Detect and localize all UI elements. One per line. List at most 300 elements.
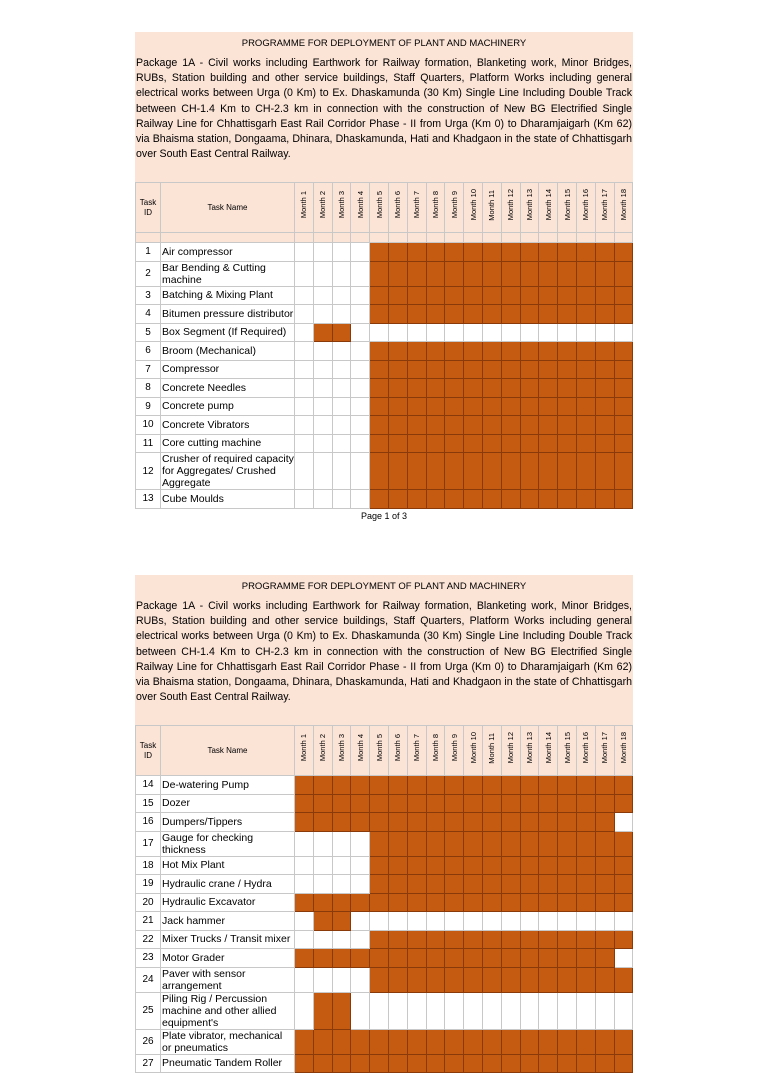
task-id-cell: 8 xyxy=(136,379,161,398)
task-id-cell: 4 xyxy=(136,305,161,324)
empty-month-cell xyxy=(464,323,483,342)
empty-month-cell xyxy=(313,434,332,453)
deployment-bar-cell xyxy=(539,776,558,795)
empty-month-cell xyxy=(558,992,577,1029)
task-id-cell: 1 xyxy=(136,243,161,262)
deployment-bar-cell xyxy=(614,434,633,453)
deployment-bar-cell xyxy=(407,794,426,813)
deployment-bar-cell xyxy=(614,893,633,912)
empty-month-cell xyxy=(351,856,370,875)
table-row xyxy=(136,856,633,875)
deployment-bar-cell xyxy=(464,379,483,398)
deployment-bar-cell xyxy=(614,360,633,379)
deployment-bar-cell xyxy=(332,893,351,912)
deployment-bar-cell xyxy=(313,893,332,912)
column-header-month: Month 13 xyxy=(520,183,539,233)
column-header-month: Month 6 xyxy=(388,183,407,233)
deployment-bar-cell xyxy=(388,434,407,453)
empty-month-cell xyxy=(576,323,595,342)
deployment-bar-cell xyxy=(464,1054,483,1073)
empty-month-cell xyxy=(539,323,558,342)
deployment-bar-cell xyxy=(388,416,407,435)
deployment-bar-cell xyxy=(426,286,445,305)
column-header-month: Month 7 xyxy=(407,183,426,233)
column-header-month: Month 10 xyxy=(464,726,483,776)
table-row xyxy=(136,490,633,509)
empty-month-cell xyxy=(595,912,614,931)
deployment-bar-cell xyxy=(370,305,389,324)
deployment-bar-cell xyxy=(501,434,520,453)
empty-month-cell xyxy=(295,856,314,875)
table-row xyxy=(136,992,633,1029)
empty-month-cell xyxy=(351,930,370,949)
deployment-bar-cell xyxy=(558,875,577,894)
column-header-month: Month 11 xyxy=(482,183,501,233)
deployment-bar-cell xyxy=(426,342,445,361)
column-header-month: Month 17 xyxy=(595,183,614,233)
deployment-bar-cell xyxy=(558,397,577,416)
empty-month-cell xyxy=(332,967,351,992)
empty-month-cell xyxy=(407,912,426,931)
empty-month-cell xyxy=(501,912,520,931)
deployment-bar-cell xyxy=(313,1054,332,1073)
deployment-bar-cell xyxy=(558,930,577,949)
package-description: Package 1A - Civil works including Earthwork for Railway formation, Blanketing work, Minor Bridges, RUBs, Station building and other service buildings, Staff Quarters, Platform Works including general electrical works between Urga (0 Km) to Ex. Dhaskamunda (30 Km) Single Line Including Double Track between CH-1.4 Km to CH-2.3 km in connection with the construction of New BG Electrified Single Railway Line for Chhattisgarh East Rail Corridor Phase - II from Urga (Km 0) to Dharamjaigarh (Km 62) via Bhaisma station, Dongaama, Dhinara, Dhaskamunda, Hati and Khadgaon in the state of Chhattisgarh over South East Central Railway. xyxy=(136,600,632,704)
deployment-bar-cell xyxy=(332,949,351,968)
deployment-bar-cell xyxy=(558,360,577,379)
column-header-task-name: Task Name xyxy=(161,183,295,233)
deployment-bar-cell xyxy=(445,967,464,992)
deployment-bar-cell xyxy=(539,453,558,490)
empty-month-cell xyxy=(295,434,314,453)
task-name-cell: Bitumen pressure distributor xyxy=(161,305,295,324)
deployment-bar-cell xyxy=(614,776,633,795)
empty-month-cell xyxy=(576,912,595,931)
empty-month-cell xyxy=(332,930,351,949)
deployment-bar-cell xyxy=(313,794,332,813)
deployment-bar-cell xyxy=(482,453,501,490)
empty-month-cell xyxy=(351,323,370,342)
task-id-cell: 18 xyxy=(136,856,161,875)
column-header-month: Month 4 xyxy=(351,183,370,233)
column-header-month: Month 15 xyxy=(558,726,577,776)
table-row xyxy=(136,831,633,856)
empty-month-cell xyxy=(332,856,351,875)
deployment-bar-cell xyxy=(407,360,426,379)
empty-month-cell xyxy=(351,490,370,509)
deployment-bar-cell xyxy=(614,930,633,949)
task-id-cell: 5 xyxy=(136,323,161,342)
deployment-bar-cell xyxy=(370,360,389,379)
empty-month-cell xyxy=(370,323,389,342)
deployment-bar-cell xyxy=(332,1029,351,1054)
deployment-bar-cell xyxy=(595,379,614,398)
deployment-bar-cell xyxy=(501,949,520,968)
deployment-bar-cell xyxy=(426,261,445,286)
deployment-bar-cell xyxy=(370,261,389,286)
empty-month-cell xyxy=(445,912,464,931)
empty-month-cell xyxy=(313,397,332,416)
deployment-bar-cell xyxy=(558,949,577,968)
empty-month-cell xyxy=(295,875,314,894)
deployment-bar-cell xyxy=(464,875,483,894)
deployment-bar-cell xyxy=(482,1054,501,1073)
empty-month-cell xyxy=(313,379,332,398)
table-row xyxy=(136,434,633,453)
deployment-table xyxy=(135,182,633,509)
task-name-cell: Plate vibrator, mechanical or pneumatics xyxy=(161,1029,295,1054)
deployment-bar-cell xyxy=(614,286,633,305)
deployment-bar-cell xyxy=(482,490,501,509)
deployment-bar-cell xyxy=(388,360,407,379)
empty-month-cell xyxy=(614,813,633,832)
deployment-bar-cell xyxy=(595,243,614,262)
deployment-bar-cell xyxy=(501,813,520,832)
empty-month-cell xyxy=(295,831,314,856)
deployment-bar-cell xyxy=(445,434,464,453)
task-id-cell: 27 xyxy=(136,1054,161,1073)
empty-month-cell xyxy=(332,397,351,416)
deployment-bar-cell xyxy=(388,875,407,894)
column-header-month: Month 3 xyxy=(332,726,351,776)
empty-month-cell xyxy=(313,875,332,894)
deployment-bar-cell xyxy=(539,930,558,949)
deployment-bar-cell xyxy=(482,305,501,324)
task-id-cell: 3 xyxy=(136,286,161,305)
deployment-bar-cell xyxy=(501,397,520,416)
deployment-bar-cell xyxy=(539,434,558,453)
deployment-bar-cell xyxy=(501,490,520,509)
page-header xyxy=(135,32,633,182)
empty-month-cell xyxy=(370,992,389,1029)
task-id-cell: 11 xyxy=(136,434,161,453)
task-id-cell: 16 xyxy=(136,813,161,832)
empty-month-cell xyxy=(351,831,370,856)
deployment-bar-cell xyxy=(370,1054,389,1073)
deployment-bar-cell xyxy=(388,490,407,509)
deployment-bar-cell xyxy=(370,416,389,435)
deployment-bar-cell xyxy=(520,1029,539,1054)
deployment-bar-cell xyxy=(539,967,558,992)
deployment-bar-cell xyxy=(370,893,389,912)
deployment-table xyxy=(135,725,633,1073)
deployment-bar-cell xyxy=(614,379,633,398)
deployment-bar-cell xyxy=(576,453,595,490)
empty-month-cell xyxy=(332,360,351,379)
column-header-month: Month 5 xyxy=(370,183,389,233)
deployment-bar-cell xyxy=(445,397,464,416)
deployment-bar-cell xyxy=(445,286,464,305)
deployment-bar-cell xyxy=(407,342,426,361)
deployment-bar-cell xyxy=(388,949,407,968)
deployment-bar-cell xyxy=(445,1054,464,1073)
empty-month-cell xyxy=(295,360,314,379)
deployment-bar-cell xyxy=(595,305,614,324)
deployment-bar-cell xyxy=(426,1054,445,1073)
deployment-bar-cell xyxy=(558,856,577,875)
deployment-bar-cell xyxy=(445,342,464,361)
table-row xyxy=(136,912,633,931)
deployment-bar-cell xyxy=(407,875,426,894)
task-name-cell: Compressor xyxy=(161,360,295,379)
empty-month-cell xyxy=(576,992,595,1029)
table-row xyxy=(136,813,633,832)
empty-month-cell xyxy=(332,875,351,894)
deployment-bar-cell xyxy=(295,813,314,832)
deployment-bar-cell xyxy=(332,912,351,931)
deployment-bar-cell xyxy=(595,794,614,813)
empty-month-cell xyxy=(313,831,332,856)
column-header-month: Month 16 xyxy=(576,726,595,776)
empty-month-cell xyxy=(332,831,351,856)
deployment-bar-cell xyxy=(539,949,558,968)
empty-month-cell xyxy=(295,397,314,416)
deployment-bar-cell xyxy=(595,416,614,435)
deployment-bar-cell xyxy=(464,776,483,795)
deployment-bar-cell xyxy=(614,967,633,992)
deployment-bar-cell xyxy=(558,416,577,435)
deployment-bar-cell xyxy=(464,434,483,453)
deployment-bar-cell xyxy=(558,893,577,912)
column-header-month: Month 9 xyxy=(445,726,464,776)
empty-month-cell xyxy=(332,490,351,509)
deployment-bar-cell xyxy=(576,949,595,968)
deployment-bar-cell xyxy=(295,776,314,795)
task-name-cell: Pneumatic Tandem Roller xyxy=(161,1054,295,1073)
deployment-bar-cell xyxy=(614,261,633,286)
empty-month-cell xyxy=(407,992,426,1029)
empty-month-cell xyxy=(313,930,332,949)
deployment-bar-cell xyxy=(576,856,595,875)
deployment-bar-cell xyxy=(501,305,520,324)
deployment-bar-cell xyxy=(558,243,577,262)
deployment-bar-cell xyxy=(332,794,351,813)
deployment-bar-cell xyxy=(426,1029,445,1054)
task-name-cell: Core cutting machine xyxy=(161,434,295,453)
deployment-bar-cell xyxy=(388,243,407,262)
deployment-bar-cell xyxy=(539,416,558,435)
deployment-bar-cell xyxy=(407,243,426,262)
deployment-bar-cell xyxy=(407,453,426,490)
deployment-bar-cell xyxy=(539,305,558,324)
schedule-page-1 xyxy=(135,32,633,509)
empty-month-cell xyxy=(351,967,370,992)
deployment-bar-cell xyxy=(313,949,332,968)
empty-month-cell xyxy=(295,992,314,1029)
deployment-bar-cell xyxy=(520,243,539,262)
table-row xyxy=(136,379,633,398)
deployment-bar-cell xyxy=(501,967,520,992)
task-name-cell: Concrete pump xyxy=(161,397,295,416)
deployment-bar-cell xyxy=(520,813,539,832)
empty-month-cell xyxy=(426,323,445,342)
empty-month-cell xyxy=(482,992,501,1029)
deployment-bar-cell xyxy=(332,1054,351,1073)
deployment-bar-cell xyxy=(407,893,426,912)
deployment-bar-cell xyxy=(445,875,464,894)
deployment-bar-cell xyxy=(539,1054,558,1073)
column-header-month: Month 1 xyxy=(295,726,314,776)
deployment-bar-cell xyxy=(595,453,614,490)
task-id-cell: 22 xyxy=(136,930,161,949)
deployment-bar-cell xyxy=(370,379,389,398)
table-row xyxy=(136,1029,633,1054)
deployment-bar-cell xyxy=(370,342,389,361)
deployment-bar-cell xyxy=(614,1054,633,1073)
page-header xyxy=(135,575,633,725)
deployment-bar-cell xyxy=(313,1029,332,1054)
deployment-bar-cell xyxy=(614,243,633,262)
deployment-bar-cell xyxy=(576,875,595,894)
deployment-bar-cell xyxy=(370,453,389,490)
empty-month-cell xyxy=(520,992,539,1029)
deployment-bar-cell xyxy=(370,831,389,856)
deployment-bar-cell xyxy=(539,794,558,813)
column-header-month: Month 14 xyxy=(539,726,558,776)
column-header-month: Month 8 xyxy=(426,183,445,233)
deployment-bar-cell xyxy=(558,813,577,832)
deployment-bar-cell xyxy=(482,856,501,875)
deployment-bar-cell xyxy=(351,813,370,832)
deployment-bar-cell xyxy=(388,856,407,875)
deployment-bar-cell xyxy=(426,434,445,453)
deployment-bar-cell xyxy=(351,776,370,795)
deployment-bar-cell xyxy=(370,949,389,968)
deployment-bar-cell xyxy=(445,416,464,435)
empty-month-cell xyxy=(351,342,370,361)
task-name-cell: Gauge for checking thickness xyxy=(161,831,295,856)
empty-month-cell xyxy=(332,416,351,435)
task-name-cell: Air compressor xyxy=(161,243,295,262)
deployment-bar-cell xyxy=(295,949,314,968)
deployment-bar-cell xyxy=(313,992,332,1029)
column-header-task-id: Task ID xyxy=(136,726,161,776)
deployment-bar-cell xyxy=(576,831,595,856)
deployment-bar-cell xyxy=(539,490,558,509)
deployment-bar-cell xyxy=(351,1029,370,1054)
deployment-bar-cell xyxy=(576,416,595,435)
deployment-bar-cell xyxy=(576,1054,595,1073)
task-name-cell: Jack hammer xyxy=(161,912,295,931)
deployment-bar-cell xyxy=(520,893,539,912)
deployment-bar-cell xyxy=(558,379,577,398)
deployment-bar-cell xyxy=(558,967,577,992)
deployment-bar-cell xyxy=(558,831,577,856)
empty-month-cell xyxy=(295,243,314,262)
deployment-bar-cell xyxy=(464,893,483,912)
deployment-bar-cell xyxy=(595,856,614,875)
table-row xyxy=(136,261,633,286)
deployment-bar-cell xyxy=(445,794,464,813)
deployment-bar-cell xyxy=(520,776,539,795)
deployment-bar-cell xyxy=(388,893,407,912)
deployment-bar-cell xyxy=(407,490,426,509)
deployment-bar-cell xyxy=(445,893,464,912)
task-id-cell: 14 xyxy=(136,776,161,795)
empty-month-cell xyxy=(313,453,332,490)
deployment-bar-cell xyxy=(407,930,426,949)
deployment-bar-cell xyxy=(482,967,501,992)
deployment-bar-cell xyxy=(576,379,595,398)
column-header-month: Month 11 xyxy=(482,726,501,776)
empty-month-cell xyxy=(332,342,351,361)
deployment-bar-cell xyxy=(482,342,501,361)
deployment-bar-cell xyxy=(539,360,558,379)
column-header-month: Month 9 xyxy=(445,183,464,233)
deployment-bar-cell xyxy=(426,243,445,262)
empty-month-cell xyxy=(351,261,370,286)
deployment-bar-cell xyxy=(388,813,407,832)
deployment-bar-cell xyxy=(539,243,558,262)
table-row xyxy=(136,243,633,262)
empty-month-cell xyxy=(501,992,520,1029)
deployment-bar-cell xyxy=(595,261,614,286)
empty-month-cell xyxy=(295,323,314,342)
empty-month-cell xyxy=(539,912,558,931)
deployment-bar-cell xyxy=(482,286,501,305)
deployment-bar-cell xyxy=(482,434,501,453)
deployment-bar-cell xyxy=(501,342,520,361)
deployment-bar-cell xyxy=(370,490,389,509)
task-id-cell: 13 xyxy=(136,490,161,509)
deployment-bar-cell xyxy=(370,967,389,992)
column-header-month: Month 6 xyxy=(388,726,407,776)
empty-month-cell xyxy=(313,490,332,509)
deployment-bar-cell xyxy=(614,794,633,813)
empty-month-cell xyxy=(295,305,314,324)
deployment-bar-cell xyxy=(388,286,407,305)
deployment-bar-cell xyxy=(426,856,445,875)
deployment-bar-cell xyxy=(520,379,539,398)
deployment-bar-cell xyxy=(426,794,445,813)
table-row xyxy=(136,794,633,813)
deployment-bar-cell xyxy=(520,286,539,305)
deployment-bar-cell xyxy=(426,379,445,398)
deployment-bar-cell xyxy=(614,416,633,435)
deployment-bar-cell xyxy=(482,397,501,416)
empty-month-cell xyxy=(388,912,407,931)
empty-month-cell xyxy=(295,453,314,490)
empty-month-cell xyxy=(501,323,520,342)
deployment-bar-cell xyxy=(445,305,464,324)
deployment-bar-cell xyxy=(576,286,595,305)
task-id-cell: 25 xyxy=(136,992,161,1029)
empty-month-cell xyxy=(295,967,314,992)
empty-month-cell xyxy=(595,323,614,342)
table-row xyxy=(136,949,633,968)
deployment-bar-cell xyxy=(407,305,426,324)
deployment-bar-cell xyxy=(520,360,539,379)
deployment-bar-cell xyxy=(520,1054,539,1073)
deployment-bar-cell xyxy=(464,967,483,992)
table-row xyxy=(136,397,633,416)
deployment-bar-cell xyxy=(539,813,558,832)
deployment-bar-cell xyxy=(332,992,351,1029)
deployment-bar-cell xyxy=(407,379,426,398)
empty-month-cell xyxy=(445,323,464,342)
empty-month-cell xyxy=(388,992,407,1029)
empty-month-cell xyxy=(614,912,633,931)
deployment-bar-cell xyxy=(295,1054,314,1073)
empty-month-cell xyxy=(295,342,314,361)
deployment-bar-cell xyxy=(501,776,520,795)
deployment-bar-cell xyxy=(576,342,595,361)
deployment-bar-cell xyxy=(370,397,389,416)
column-header-month: Month 1 xyxy=(295,183,314,233)
deployment-bar-cell xyxy=(407,1054,426,1073)
deployment-bar-cell xyxy=(558,286,577,305)
deployment-bar-cell xyxy=(464,243,483,262)
